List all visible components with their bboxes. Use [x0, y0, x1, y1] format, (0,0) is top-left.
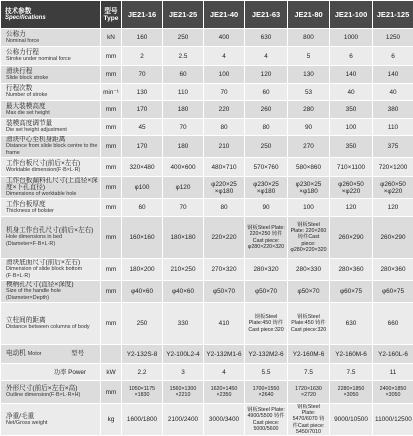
value-cell: 380 — [373, 101, 413, 119]
unit-cell: mm — [101, 66, 122, 84]
sub-param-label: 型号 — [71, 350, 98, 357]
value-cell: φ100 — [122, 177, 163, 199]
value-cell: 320×480 — [122, 158, 163, 177]
value-cell: 170 — [122, 101, 163, 119]
value-cell: 2280×1850 ×3050 — [330, 381, 373, 404]
param-cell — [1, 303, 101, 345]
value-cell: 570×760 — [245, 158, 288, 177]
value-cell: 5 — [288, 47, 330, 66]
value-cell: 120 — [373, 199, 413, 217]
value-cell: 180×200 — [122, 259, 163, 281]
unit-cell: mm — [101, 47, 122, 66]
value-cell: 60 — [245, 84, 288, 101]
value-cell: 160 — [122, 29, 163, 47]
table-row — [1, 136, 413, 158]
value-cell: 5.5 — [245, 364, 288, 381]
value-cell: φ230×25 ×φ180 — [245, 177, 288, 199]
unit-cell: mm — [101, 217, 122, 259]
value-cell: 9000/10500 — [330, 404, 373, 436]
table-row — [1, 281, 413, 303]
model-header: JE21-80 — [288, 1, 330, 29]
value-cell: 60 — [122, 199, 163, 217]
spec-body — [1, 29, 413, 436]
value-cell: 410 — [204, 303, 245, 345]
value-cell: 40 — [330, 84, 373, 101]
unit-cell — [101, 345, 122, 364]
value-cell: Y2-132M1-6 — [204, 345, 245, 364]
value-cell: φ40×60 — [163, 281, 204, 303]
param-label-en: Size of the handle hole (Diameter×Depth) — [6, 288, 98, 302]
value-cell: φ220×25 ×φ180 — [204, 177, 245, 199]
value-cell: 6 — [330, 47, 373, 66]
value-cell: 800 — [288, 29, 330, 47]
table-row — [1, 303, 413, 345]
value-cell: 40 — [373, 84, 413, 101]
param-label-en: Dimensions of worktable hole — [6, 191, 98, 198]
value-cell: Y2-132S-8 — [122, 345, 163, 364]
unit-cell: min⁻¹ — [101, 84, 122, 101]
value-cell: 70 — [122, 66, 163, 84]
value-cell: 180×180 — [163, 217, 204, 259]
value-cell: 720×1200 — [373, 158, 413, 177]
table-row — [1, 101, 413, 119]
unit-cell: mm — [101, 381, 122, 404]
param-cell — [1, 177, 101, 199]
value-cell: 1720×1630 ×2720 — [288, 381, 330, 404]
value-cell: φ120 — [163, 177, 204, 199]
value-cell: 660 — [373, 303, 413, 345]
param-label-en: Die set height adjustment — [6, 127, 98, 134]
param-label-cn: 滑块行程 — [6, 68, 98, 75]
value-cell: 130 — [288, 66, 330, 84]
value-cell: 钢板Steel Plate:450 铸件Cast piece:320 — [288, 303, 330, 345]
value-cell: 375 — [373, 136, 413, 158]
unit-cell: mm — [101, 199, 122, 217]
value-cell: 钢板Steel Plate: 5470/6070 铸件Cast piece: 5450/7010 — [288, 404, 330, 436]
value-cell: 70 — [163, 199, 204, 217]
value-cell: 130 — [122, 84, 163, 101]
table-row — [1, 47, 413, 66]
table-row — [1, 259, 413, 281]
unit-cell: mm — [101, 136, 122, 158]
param-label-en: Max die set height — [6, 110, 98, 117]
unit-cell: mm — [101, 101, 122, 119]
param-label-en: Hole dimensions in bed (Diameter×F·B×L·R) — [6, 234, 98, 248]
value-cell: 280×360 — [330, 259, 373, 281]
param-label-cn: 工作台板漏料孔尺寸(上直径×深度×下孔直径) — [6, 177, 98, 191]
param-cell — [1, 259, 101, 281]
value-cell: 110 — [163, 84, 204, 101]
value-cell: φ60×75 — [330, 281, 373, 303]
param-label-cn: 行程次数 — [6, 85, 98, 92]
header-row — [1, 1, 413, 29]
model-header: JE21-16 — [122, 1, 163, 29]
value-cell: 53 — [288, 84, 330, 101]
value-cell: 2.2 — [122, 364, 163, 381]
param-cell — [1, 281, 101, 303]
value-cell: 钢板Steel Plate: 4900/5500 铸件Cast piece: 5000/5600 — [245, 404, 288, 436]
value-cell: 270 — [288, 136, 330, 158]
value-cell: Y2-160M-6 — [288, 345, 330, 364]
value-cell: 260×290 — [373, 217, 413, 259]
value-cell: Y2-160L-6 — [373, 345, 413, 364]
param-label-cn: 公称力 — [6, 31, 98, 38]
value-cell: 180 — [163, 136, 204, 158]
value-cell: 100 — [204, 66, 245, 84]
param-label-en: Distance from slide block centre to the frame — [6, 143, 98, 157]
value-cell: 4 — [204, 364, 245, 381]
value-cell: 120 — [330, 199, 373, 217]
value-cell: φ50×70 — [245, 281, 288, 303]
param-label-cn: 滑块中心至机身距离 — [6, 136, 98, 143]
unit-cell: mm — [101, 259, 122, 281]
param-cell — [1, 136, 101, 158]
param-cell — [1, 101, 101, 119]
value-cell: 110 — [373, 119, 413, 136]
value-cell: φ260×50 ×φ220 — [330, 177, 373, 199]
value-cell: 480×710 — [204, 158, 245, 177]
param-cell — [1, 217, 101, 259]
type-header-en: Type — [103, 15, 119, 22]
value-cell: 280×360 — [373, 259, 413, 281]
table-row — [1, 217, 413, 259]
value-cell: φ230×25 ×φ180 — [288, 177, 330, 199]
value-cell: 60 — [163, 66, 204, 84]
value-cell: 580×860 — [288, 158, 330, 177]
value-cell: 45 — [122, 119, 163, 136]
value-cell: 3 — [163, 364, 204, 381]
model-header: JE21-125 — [373, 1, 413, 29]
value-cell: 90 — [245, 199, 288, 217]
param-label-en: Slide block stroke — [6, 75, 98, 82]
unit-cell: mm — [101, 158, 122, 177]
param-label-en: Thickness of bolster — [6, 208, 98, 215]
value-cell: 210×250 — [163, 259, 204, 281]
param-label-cn: 装模高度调节量 — [6, 120, 98, 127]
model-header: JE21-100 — [330, 1, 373, 29]
value-cell: Y2-132M2-6 — [245, 345, 288, 364]
unit-cell: mm — [101, 119, 122, 136]
type-header — [101, 1, 122, 29]
value-cell: 280×320 — [245, 259, 288, 281]
value-cell: Y2-100L2-4 — [163, 345, 204, 364]
spec-header — [1, 1, 101, 29]
value-cell: 2100/2400 — [163, 404, 204, 436]
value-cell: 140 — [330, 66, 373, 84]
param-cell — [1, 345, 101, 364]
value-cell: 7.5 — [288, 364, 330, 381]
param-label-cn: 工作台板厚度 — [6, 201, 98, 208]
value-cell: φ50×70 — [288, 281, 330, 303]
param-label-en: Nominal force — [6, 38, 98, 45]
unit-cell: kW — [101, 364, 122, 381]
value-cell: 260×290 — [330, 217, 373, 259]
value-cell: 100 — [330, 119, 373, 136]
param-label-cn: 净重/毛重 — [6, 413, 98, 420]
spec-header-cn: 技术参数 — [5, 8, 98, 15]
value-cell: 钢板Steel Plate: 220×260 铸件Cast piece: φ280×220×320 — [288, 217, 330, 259]
value-cell: 250 — [163, 29, 204, 47]
value-cell: 180 — [163, 101, 204, 119]
param-label-cn: 模柄孔尺寸(直径×深度) — [6, 281, 98, 288]
model-header: JE21-25 — [163, 1, 204, 29]
table-row — [1, 199, 413, 217]
param-cell — [1, 84, 101, 101]
value-cell: 80 — [204, 199, 245, 217]
param-cell — [1, 381, 101, 404]
value-cell: 400 — [204, 29, 245, 47]
unit-cell: mm — [101, 303, 122, 345]
unit-cell: kN — [101, 29, 122, 47]
value-cell: 2 — [122, 47, 163, 66]
value-cell: 80 — [204, 119, 245, 136]
table-row — [1, 177, 413, 199]
value-cell: Y2-160M-6 — [330, 345, 373, 364]
param-cell — [1, 158, 101, 177]
value-cell: 160×160 — [122, 217, 163, 259]
value-cell: 1050×1175 ×1830 — [122, 381, 163, 404]
table-row — [1, 66, 413, 84]
value-cell: 260 — [245, 101, 288, 119]
value-cell: 630 — [245, 29, 288, 47]
value-cell: 270×320 — [204, 259, 245, 281]
value-cell: 710×1100 — [330, 158, 373, 177]
unit-cell: mm — [101, 281, 122, 303]
value-cell: 1560×1300 ×2210 — [163, 381, 204, 404]
param-cell — [1, 47, 101, 66]
model-header: JE21-63 — [245, 1, 288, 29]
unit-cell: kg — [101, 404, 122, 436]
value-cell: 280×330 — [288, 259, 330, 281]
value-cell: 6 — [373, 47, 413, 66]
value-cell: 4 — [204, 47, 245, 66]
param-cell — [1, 199, 101, 217]
param-label-cn: 滑块底面尺寸(前后×左右) — [6, 259, 98, 266]
param-label-en: Stroke under nominal force — [6, 56, 98, 63]
table-row — [1, 84, 413, 101]
value-cell: 1600/1800 — [122, 404, 163, 436]
value-cell: 1000 — [330, 29, 373, 47]
value-cell: 7.5 — [330, 364, 373, 381]
value-cell: φ60×75 — [373, 281, 413, 303]
value-cell: 330 — [163, 303, 204, 345]
value-cell: 280 — [288, 101, 330, 119]
value-cell: 1700×1550 ×2640 — [245, 381, 288, 404]
param-label-cn: 工作台板尺寸(前后×左右) — [6, 160, 98, 167]
sub-param-cell: 功率 Power — [1, 364, 101, 381]
value-cell: 70 — [163, 119, 204, 136]
value-cell: 250 — [122, 303, 163, 345]
param-label-cn: 公称力行程 — [6, 49, 98, 56]
value-cell: 140 — [373, 66, 413, 84]
value-cell: 170 — [122, 136, 163, 158]
spec-header-en: Specifications — [5, 15, 98, 22]
value-cell: 1620×1450 ×2350 — [204, 381, 245, 404]
value-cell: 1250 — [373, 29, 413, 47]
param-label-cn: 外形尺寸(前后×左右×高) — [6, 385, 98, 392]
table-row — [1, 345, 413, 364]
param-label-cn: 机身工作台孔尺寸(前后×左右) — [6, 227, 98, 234]
value-cell: 钢板Steel Plate:450 铸件Cast piece:320 — [245, 303, 288, 345]
value-cell: φ40×60 — [122, 281, 163, 303]
value-cell: 250 — [245, 136, 288, 158]
value-cell: 4 — [245, 47, 288, 66]
param-label-en: Worktable dimension(F·B×L·R) — [6, 167, 98, 174]
table-row — [1, 119, 413, 136]
value-cell: 100 — [288, 199, 330, 217]
param-label-cn: 立柱间的距离 — [6, 317, 98, 324]
value-cell: 630 — [330, 303, 373, 345]
param-label-en: Dimension of slide block bottom (F·B×L·R) — [6, 266, 98, 280]
param-label-en: Outline dimension(F·B×L·R×H) — [6, 392, 98, 399]
value-cell: 350 — [330, 101, 373, 119]
type-header-cn: 型号 — [103, 8, 119, 15]
value-cell: φ50×70 — [204, 281, 245, 303]
param-label-en: Motor — [28, 351, 42, 357]
value-cell: φ260×50 ×φ220 — [373, 177, 413, 199]
table-row — [1, 158, 413, 177]
unit-cell: mm — [101, 177, 122, 199]
param-cell — [1, 66, 101, 84]
value-cell: 3000/3400 — [204, 404, 245, 436]
param-label-cn: 最大装模高度 — [6, 103, 98, 110]
value-cell: 钢板Steel Plate: 220×250 铸件Cast piece: φ280×220×320 — [245, 217, 288, 259]
value-cell: 120 — [245, 66, 288, 84]
value-cell: 2.5 — [163, 47, 204, 66]
value-cell: 350 — [330, 136, 373, 158]
param-cell — [1, 29, 101, 47]
value-cell: 90 — [288, 119, 330, 136]
value-cell: 11000/12500 — [373, 404, 413, 436]
model-header: JE21-40 — [204, 1, 245, 29]
value-cell: 70 — [204, 84, 245, 101]
value-cell: 80 — [245, 119, 288, 136]
value-cell: 2400×1850 ×3050 — [373, 381, 413, 404]
value-cell: 220×220 — [204, 217, 245, 259]
param-cell — [1, 119, 101, 136]
value-cell: 400×600 — [163, 158, 204, 177]
param-label-en: Net/Gross weight — [6, 420, 98, 427]
param-label-cn: 电动机 — [6, 350, 26, 357]
value-cell: 11 — [373, 364, 413, 381]
param-label-en: Distance between columns of body — [6, 324, 98, 331]
param-label-en: Number of stroke — [6, 92, 98, 99]
value-cell: 220 — [204, 101, 245, 119]
table-row — [1, 381, 413, 404]
table-row — [1, 364, 413, 381]
value-cell: 210 — [204, 136, 245, 158]
table-row — [1, 29, 413, 47]
